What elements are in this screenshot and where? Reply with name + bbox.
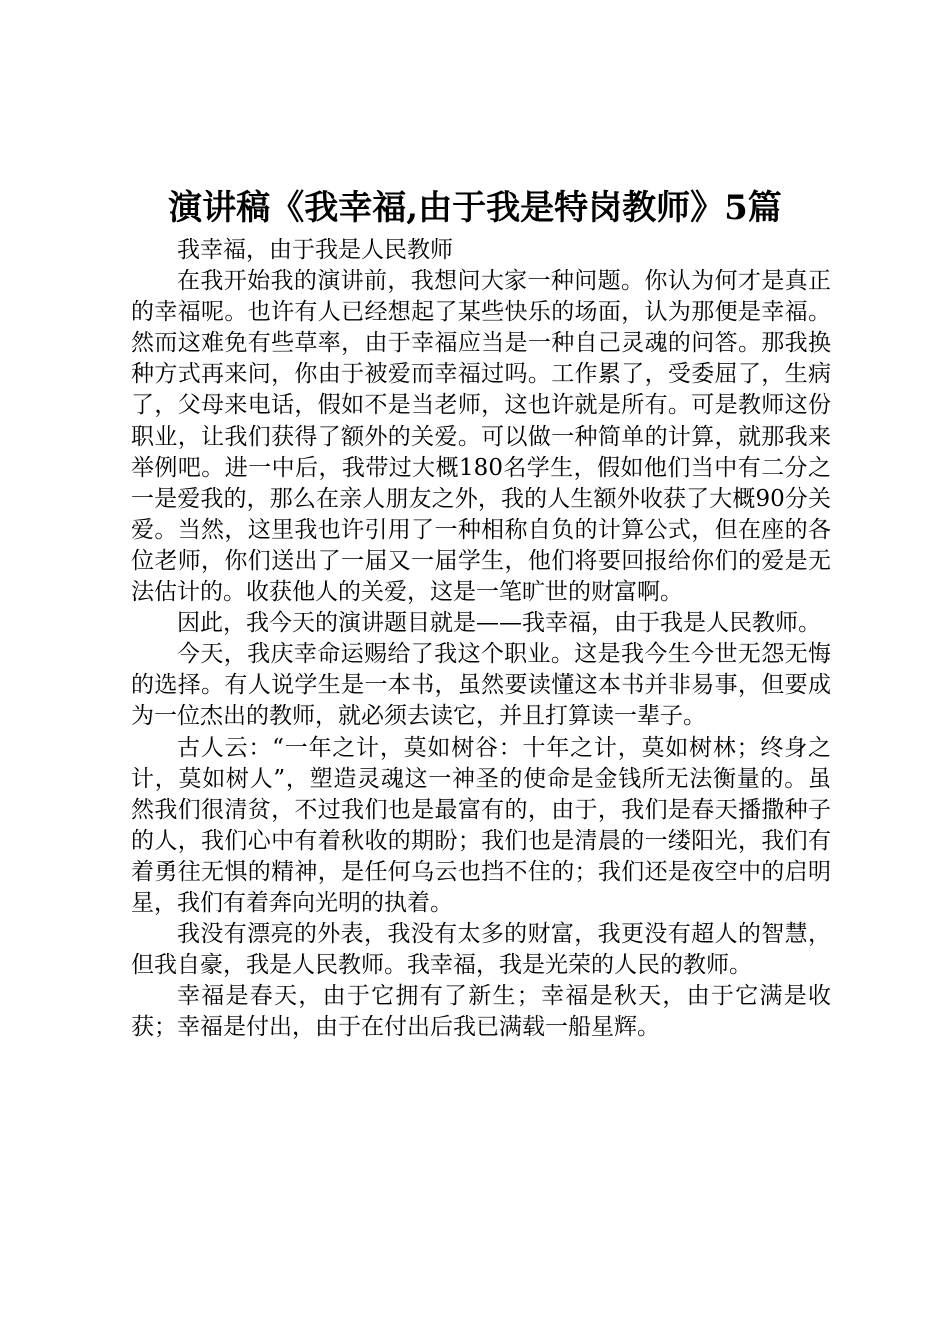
document-title: 演讲稿《我幸福,由于我是特岗教师》5篇	[168, 188, 782, 228]
paragraph: 因此，我今天的演讲题目就是——我幸福，由于我是人民教师。	[177, 610, 821, 637]
paragraph: 今天，我庆幸命运赐给了我这个职业。这是我今生今世无怨无悔的选择。有人说学生是一本书，虽然要读懂这本书并非易事，但要成为一位杰出的教师，就必须去读它，并且打算读一辈子。	[131, 641, 831, 730]
paragraph-subtitle: 我幸福，由于我是人民教师	[177, 237, 453, 263]
paragraph: 我没有漂亮的外表，我没有太多的财富，我更没有超人的智慧，但我自豪，我是人民教师。我幸福，我是光荣的人民的教师。	[131, 921, 831, 979]
paragraph: 在我开始我的演讲前，我想问大家一种问题。你认为何才是真正的幸福呢。也许有人已经想起了某些快乐的场面，认为那便是幸福。然而这难免有些草率，由于幸福应当是一种自己灵魂的问答。那我换种方式再来问，你由于被爱而幸福过吗。工作累了，受委屈了，生病了，父母来电话，假如不是当老师，这也许就是所有。可是教师这份职业，让我们获得了额外的关爱。可以做一种简单的计算，就那我来举例吧。进一中后，我带过大概180名学生，假如他们当中有二分之一是爱我的，那么在亲人朋友之外，我的人生额外收获了大概90分关爱。当然，这里我也许引用了一种相称自负的计算公式，但在座的各位老师，你们送出了一届又一届学生，他们将要回报给你们的爱是无法估计的。收获他人的关爱，这是一笔旷世的财富啊。	[131, 268, 831, 606]
paragraph: 幸福是春天，由于它拥有了新生；幸福是秋天，由于它满是收获；幸福是付出，由于在付出后我已满载一船星辉。	[131, 983, 831, 1041]
document-body	[131, 235, 831, 1043]
paragraph: 古人云：“一年之计，莫如树谷：十年之计，莫如树林；终身之计，莫如树人”，塑造灵魂这一神圣的使命是金钱所无法衡量的。虽然我们很清贫，不过我们也是最富有的，由于，我们是春天播撒种子的人，我们心中有着秋收的期盼；我们也是清晨的一缕阳光，我们有着勇往无惧的精神，是任何乌云也挡不住的；我们还是夜空中的启明星，我们有着奔向光明的执着。	[131, 734, 831, 916]
